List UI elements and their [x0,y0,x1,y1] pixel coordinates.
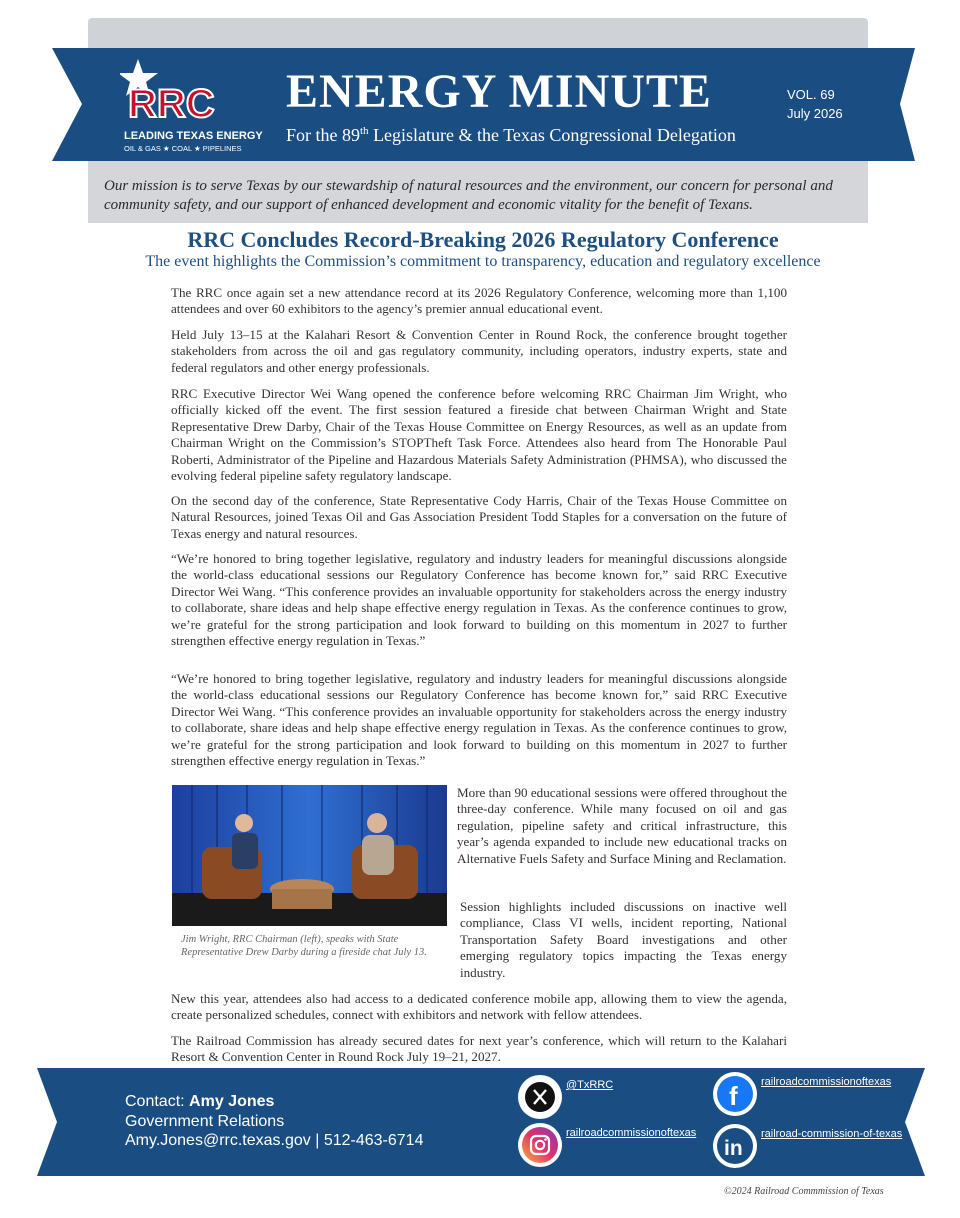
linkedin-handle[interactable]: railroad-commission-of-texas [761,1128,903,1140]
paragraph-7: New this year, attendees also had access to a dedicated conference mobile app, allowing them to view the agenda, create personalized schedules, connect with exhibitors and network with fellow attendees. [171,991,787,1023]
paragraph-1: The RRC once again set a new attendance record at its 2026 Regulatory Conference, welcoming more than 1,100 attendees and over 60 exhibitors to the agency’s premier annual educational event. [171,285,787,317]
svg-text:RRC: RRC [128,82,215,126]
conference-photo [172,785,447,926]
x-social-link[interactable] [518,1075,613,1119]
mission-box [88,161,868,223]
paragraph-8: The Railroad Commission has already secured dates for next year’s conference, which will return to the Kalahari Resort & Convention Center in Round Rock July 19–21, 2027. [171,1033,787,1065]
paragraph-3: RRC Executive Director Wei Wang opened the conference before welcoming RRC Chairman Jim Wright, who officially kicked off the event. The first session featured a fireside chat between Chairman Wright and State Representative Drew Darby, Chair of the Texas House Committee on Energy Resources, as well as an update from Chairman Wright on the Commission’s STOPTheft Task Force. Attendees also heard from The Honorable Paul Roberti, Administrator of the Pipeline and Hazardous Materials Safety Administration (PHMSA), who discussed the evolving federal pipeline safety regulatory landscape. [171,386,787,484]
issue-date: July 2026 [787,106,843,121]
instagram-icon [518,1123,562,1167]
contact-name: Amy Jones [189,1093,275,1110]
paragraph-4: On the second day of the conference, State Representative Cody Harris, Chair of the Texas House Committee on Natural Resources, joined Texas Oil and Gas Association President Todd Staples for a conversation on the future of Texas energy and natural resources. [171,493,787,541]
article-subhead: The event highlights the Commission’s commitment to transparency, education and regulatory excellence [145,253,821,270]
newsletter-subtitle: For the 89th Legislature & the Texas Congressional Delegation [286,125,736,145]
facebook-icon [713,1072,757,1116]
svg-text:LEADING TEXAS ENERGY: LEADING TEXAS ENERGY [124,130,263,142]
facebook-handle[interactable]: railroadcommissionoftexas [761,1076,892,1088]
contact-label: Contact: [125,1093,185,1110]
paragraph-2: Held July 13–15 at the Kalahari Resort & Convention Center in Round Rock, the conference brought together stakeholders from across the oil and gas regulatory community, including operators, industry experts, state and federal regulators and other energy professionals. [171,327,787,375]
x-icon [518,1075,562,1119]
paragraph-5-quote: “We’re honored to bring together legislative, regulatory and industry leaders for meaningful discussions alongside the world-class educational sessions our Regulatory Conference has become known for,” said RRC Executive Director Wei Wang. “This conference provides an invaluable opportunity for stakeholders across the energy industry to collaborate, share ideas and help shape effective energy regulation in Texas. As the conference continues to grow, we’re grateful for the strong participation and look forward to building on this momentum in 2027 to further strengthen effective energy regulation in Texas.” [171,551,787,649]
side-paragraph-1: More than 90 educational sessions were offered throughout the three-day conference. While many focused on oil and gas regulation, pipeline safety and critical infrastructure, this year’s agenda expanded to include new educational tracks on Alternative Fuels Safety and Surface Mining and Reclamation. [457,785,787,866]
linkedin-icon [713,1124,757,1168]
facebook-social-link[interactable] [713,1072,891,1116]
volume-label: VOL. 69 [787,87,835,102]
x-handle[interactable]: @TxRRC [566,1079,614,1091]
mission-text: Our mission is to serve Texas by our stewardship of natural resources and the environment, our concern for personal and community safety, and our support of enhanced development and economic vitality for the benefit of Texans. [104,178,833,213]
svg-text:in: in [724,1137,743,1160]
contact-block [125,1092,423,1151]
svg-text:OIL & GAS ★ COAL ★ PIPELINES: OIL & GAS ★ COAL ★ PIPELINES [124,144,242,153]
instagram-handle[interactable]: railroadcommissionoftexas [566,1127,697,1139]
newsletter-title: ENERGY MINUTE [286,65,712,118]
paragraph-6-quote: “We’re honored to bring together legislative, regulatory and industry leaders for meaningful discussions alongside the world-class educational sessions our Regulatory Conference has become known for,” said RRC Executive Director Wei Wang. “This conference provides an invaluable opportunity for stakeholders across the energy industry to collaborate, share ideas and help shape effective energy regulation in Texas. As the conference continues to grow, we’re grateful for the strong participation and look forward to building on this momentum in 2027 to further strengthen effective energy regulation in Texas.” [171,671,787,769]
contact-email-phone[interactable]: Amy.Jones@rrc.texas.gov | 512-463-6714 [125,1132,424,1149]
rrc-logo [120,55,265,155]
issue-info [787,85,877,123]
svg-text:f: f [729,1081,738,1111]
article-headline: RRC Concludes Record-Breaking 2026 Regulatory Conference [187,227,779,252]
copyright: ©2024 Railroad Commmission of Texas [724,1186,884,1197]
side-paragraph-2: Session highlights included discussions on inactive well compliance, Class VI wells, incident reporting, National Transportation Safety Board investigations and other emerging regulatory topics impacting the Texas energy industry. [460,899,787,980]
linkedin-social-link[interactable] [713,1124,902,1168]
photo-caption: Jim Wright, RRC Chairman (left), speaks with State Representative Drew Darby during a fireside chat July 13. [181,934,427,958]
contact-role: Government Relations [125,1112,285,1130]
instagram-social-link[interactable] [518,1123,696,1167]
